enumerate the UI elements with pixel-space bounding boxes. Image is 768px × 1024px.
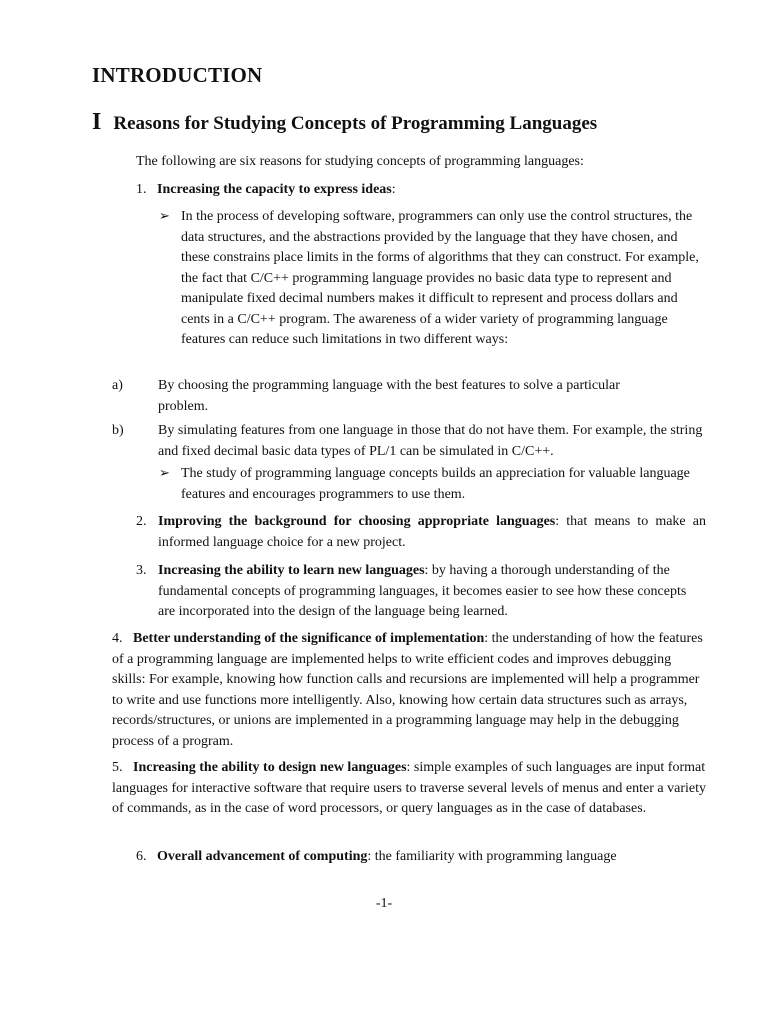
section-heading (92, 109, 597, 136)
sub-item-b (112, 421, 703, 462)
arrow-bullet-icon: ➢ (159, 209, 170, 224)
reason-6-text: : the familiarity with programming language (367, 849, 617, 864)
section-number: I (92, 109, 102, 135)
reason-5-title: Increasing the ability to design new languages (133, 760, 407, 775)
bullet-2-text: The study of programming language concepts builds an appreciation for valuable language features and encourages programmers to use them. (181, 466, 690, 502)
sub-item-a-marker: a) (112, 378, 123, 393)
reason-4-text: : the understanding of how the features of a programming language are implemented helps to write efficient codes and improves debugging skills: For example, knowing how function calls and recursions are implemented will help a programmer to write and use functions more intelligently. Also, knowing how certain data structures such as arrays, records/structures, or unions are implemented in a programming language may help in the debugging process of a program. (112, 631, 703, 749)
bullet-2 (159, 464, 704, 505)
reason-3-title: Increasing the ability to learn new languages (158, 563, 425, 578)
reason-3-text: : by having a thorough understanding of the fundamental concepts of programming languages, it becomes easier to see how these concepts are incorporated into the design of the language being learned. (158, 563, 687, 619)
bullet-1 (159, 207, 704, 351)
reason-2 (136, 512, 706, 553)
page-number: -1- (375, 896, 393, 911)
reason-1-colon: : (391, 182, 396, 197)
sub-item-b-marker: b) (112, 423, 124, 438)
reason-2-title: Improving the background for choosing appropriate languages (158, 514, 556, 529)
reason-5-number: 5. (112, 760, 123, 775)
reason-1 (136, 180, 696, 201)
bullet-1-text: In the process of developing software, programmers can only use the control structures, the data structures, and the abstractions provided by the language that they have chosen, and these constrains place limits in the forms of algorithms that they can construct. For example, the fact that C/C++ programming language provides no basic data type to represent and manipulate fixed decimal numbers makes it difficult to represent and process dollars and cents in a C/C++ program. The awareness of a wider variety of programming language features can reduce such limitations in two different ways: (181, 209, 699, 347)
sub-item-b-text: By simulating features from one language in those that do not have them. For example, the string and fixed decimal basic data types of PL/1 can be simulated in C/C++. (158, 423, 703, 459)
reason-1-title: Increasing the capacity to express ideas (157, 182, 392, 197)
reason-5-text: : simple examples of such languages are input format languages for interactive software that require users to traverse several levels of menus and enter a variety of commands, as in the case of word processors, or query languages as in the case of databases. (112, 760, 706, 816)
page-heading: INTRODUCTION (92, 63, 263, 87)
sub-item-a-text: By choosing the programming language with the best features to solve a particular problem. (158, 378, 620, 414)
reason-2-number: 2. (136, 514, 147, 529)
reason-6-title: Overall advancement of computing (157, 849, 368, 864)
arrow-bullet-icon: ➢ (159, 466, 170, 481)
reason-4-title: Better understanding of the significance of implementation (133, 631, 485, 646)
reason-1-number: 1. (136, 182, 147, 197)
reason-3 (136, 561, 706, 623)
reason-3-number: 3. (136, 563, 147, 578)
reason-4-number: 4. (112, 631, 123, 646)
reason-5 (112, 758, 706, 820)
reason-4 (112, 629, 708, 752)
reason-6 (136, 847, 706, 868)
section-title: Reasons for Studying Concepts of Programming Languages (113, 113, 598, 134)
intro-paragraph: The following are six reasons for studying concepts of programming languages: (136, 154, 584, 169)
reason-6-number: 6. (136, 849, 147, 864)
reason-2-text: : that means to make an informed language choice for a new project. (158, 514, 706, 550)
sub-item-a (112, 376, 658, 417)
